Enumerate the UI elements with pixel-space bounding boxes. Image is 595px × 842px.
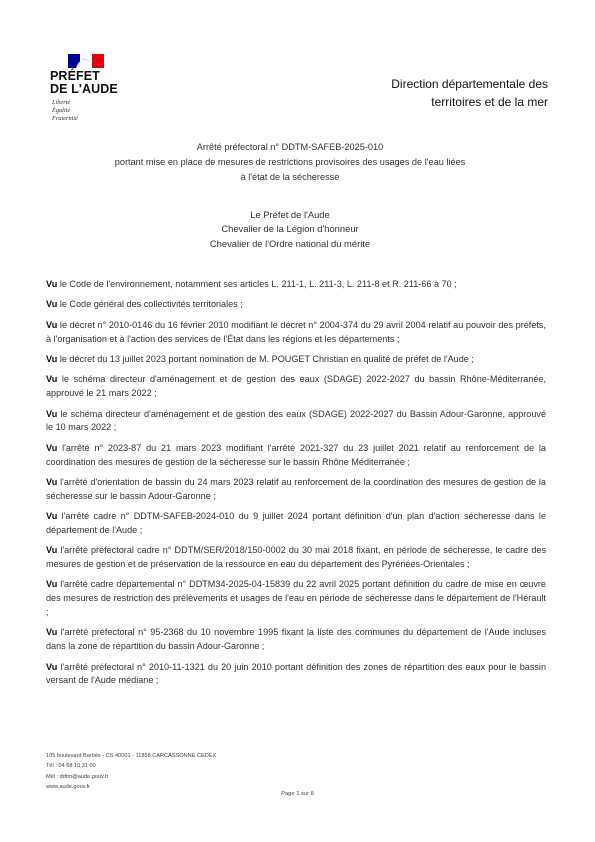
footer-phone: Tél : 04 68 10 31 00: [46, 763, 96, 770]
visa-item: [46, 319, 546, 347]
visa-lead: Vu: [46, 374, 58, 385]
prefecture-name: [50, 70, 118, 96]
visa-lead: Vu: [46, 299, 58, 310]
prefet-name: Le Préfet de l'Aude: [250, 209, 330, 220]
visa-item: [46, 578, 546, 619]
footer-website: www.aude.gouv.fr: [46, 783, 91, 790]
visa-text: l'arrêté cadre n° DDTM-SAFEB-2024-010 du 9 juillet 2024 portant définition d'un plan d'action sécheresse dans le département de l'Aude ;: [46, 511, 546, 535]
visa-lead: Vu: [46, 661, 58, 672]
decree-number: Arrêté préfectoral n° DDTM-SAFEB-2025-010: [196, 142, 384, 152]
visa-text: l'arrêté préfectoral n° 95-2368 du 10 novembre 1995 fixant la liste des communes du département de l'Aude incluses dans la zone de répartition du bassin Adour-Garonne ;: [46, 627, 546, 652]
visa-list: [46, 278, 546, 695]
visa-text: le décret du 13 juillet 2023 portant nomination de M. POUGET Christian en qualité de préfet de l'Aude ;: [57, 353, 474, 364]
prefet-honour-1: Chevalier de la Légion d'honneur: [221, 223, 359, 235]
visa-item: [46, 626, 546, 654]
prefet-titles: [160, 208, 420, 251]
visa-lead: Vu: [46, 627, 58, 638]
visa-item: [46, 373, 546, 401]
visa-lead: Vu: [46, 442, 58, 453]
visa-lead: Vu: [46, 353, 58, 364]
visa-item: [46, 476, 546, 504]
visa-lead: Vu: [46, 476, 58, 487]
visa-text: l'arrêté n° 2023-87 du 21 mars 2023 modifiant l'arrêté 2021-327 du 23 juillet 2021 relatif au renforcement de la coordination des mesures de gestion de la sécheresse sur le bassin Rhône Méditerranée ;: [46, 442, 546, 467]
marianne-flag-icon: [68, 54, 104, 68]
visa-item: [46, 661, 546, 689]
direction-line1: Direction départementale des: [391, 77, 548, 91]
footer-contact: [46, 751, 216, 792]
prefet-honour-2: Chevalier de l'Ordre national du mérite: [209, 237, 371, 249]
visa-text: l'arrêté d'orientation de bassin du 24 mars 2023 relatif au renforcement de la coordination des mesures de gestion de la sécheresse sur le bassin Adour-Garonne ;: [46, 476, 546, 501]
prefecture-name-line2: DE L'AUDE: [50, 82, 118, 96]
visa-item: [46, 510, 546, 538]
visa-lead: Vu: [46, 545, 58, 556]
visa-text: le schéma directeur d'aménagement et de gestion des eaux (SDAGE) 2022-2027 du bassin Rhône-Méditerranée, approuvé le 21 mars 2022 ;: [46, 374, 546, 399]
visa-text: l'arrêté préfectoral cadre n° DDTM/SER/2018/150-0002 du 30 mai 2018 fixant, en période de sécheresse, le cadre des mesures de gestion et de préservation de la ressource en eau du département des Pyrénées-Orientales ;: [46, 545, 546, 570]
republic-motto: [52, 99, 78, 122]
visa-item: [46, 298, 546, 312]
visa-text: le schéma directeur d'aménagement et de gestion des eaux (SDAGE) 2022-2027 du Bassin Adour-Garonne, approuvé le 10 mars 2022 ;: [46, 408, 546, 433]
motto-egalite: Égalité: [52, 106, 71, 114]
visa-text: le Code général des collectivités territoriales ;: [57, 299, 243, 310]
visa-item: [46, 544, 546, 572]
visa-lead: Vu: [46, 579, 58, 590]
visa-text: le Code de l'environnement, notamment ses articles L. 211-1, L. 211-3, L. 211-8 et R. 211-66 à 70 ;: [57, 279, 457, 289]
visa-item: [46, 442, 546, 470]
visa-lead: Vu: [46, 408, 58, 419]
prefecture-name-line1: PRÉFET: [50, 69, 100, 83]
visa-lead: Vu: [46, 511, 58, 522]
visa-text: le décret n° 2010-0146 du 16 février 2010 modifiant le décret n° 2004-374 du 29 avril 2004 relatif au pouvoir des préfets, à l'organisation et à l'action des services de l'État dans les régions et les départements ;: [46, 319, 546, 344]
footer-email: Mél : ddtm@aude.gouv.fr: [46, 773, 109, 780]
page-number: Page 1 sur 6: [281, 791, 314, 797]
motto-liberte: Liberté: [52, 99, 71, 106]
decree-title: [60, 140, 520, 185]
visa-item: [46, 408, 546, 436]
visa-lead: Vu: [46, 279, 58, 289]
direction-line2: territoires et de la mer: [431, 95, 548, 109]
decree-subject-line1: portant mise en place de mesures de restrictions provisoires des usages de l'eau liées: [114, 157, 466, 167]
issuing-directorate: [391, 75, 548, 111]
footer-address: 105 boulevard Barbès - CS 40001 - 11858 CARCASSONNE CEDEX: [46, 753, 217, 759]
visa-text: l'arrêté cadre départemental n° DDTM34-2025-04-15839 du 22 avril 2025 portant définition du cadre de mise en œuvre des mesures de restriction des prélèvements et usages de l'eau en période de sécheresse dans le département de l'Hérault ;: [46, 579, 546, 618]
visa-lead: Vu: [46, 319, 58, 330]
visa-item: [46, 278, 546, 292]
visa-text: l'arrêté préfectoral n° 2010-11-1321 du 20 juin 2010 portant définition des zones de répartition des eaux pour le bassin versant de l'Aude médiane ;: [46, 661, 546, 686]
motto-fraternite: Fraternité: [52, 114, 78, 122]
decree-subject-line2: à l'état de la sécheresse: [240, 172, 340, 182]
visa-item: [46, 353, 546, 367]
